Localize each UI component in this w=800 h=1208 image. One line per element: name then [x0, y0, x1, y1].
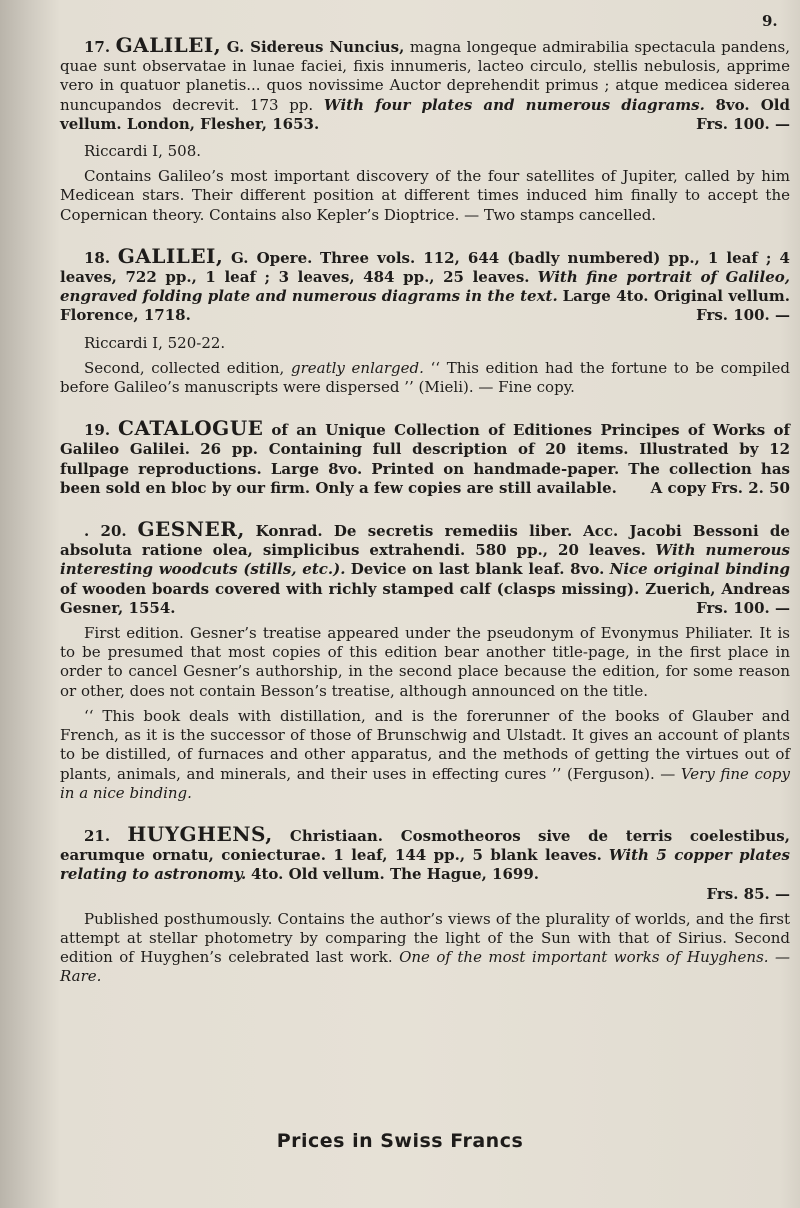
entry-description: sive de terris coelestibus, earumque ornatu, coniecturae. 1 leaf, 144 pp., 5 blank leaves.: [60, 826, 790, 865]
entry-title: G. Sidereus Nuncius,: [226, 38, 405, 56]
entry-author: HUYGHENS,: [127, 821, 273, 846]
entry-description: magna longeque admirabilia spectacula pandens, quae sunt observatae in lunae faciei, fixis innumeris, lacteo circulo, stellis nebulosis, apprime vero in quatuor planetis... quos novissime Auctor deprehendit primus ; atque medicea siderea nuncupandos decrevit. 173 pp.: [60, 38, 790, 114]
entry-illustrations: With fine portrait of Galileo, engraved folding plate and numerous diagrams in the text.: [60, 268, 790, 306]
entry-21: [60, 821, 790, 987]
entry-author: GALILEI,: [117, 243, 224, 268]
page-number: 9.: [762, 12, 778, 30]
entry-note-rest: ‘‘ This edition had the fortune to be compiled before Galileo’s manuscripts were dispersed ’’ (Mieli). — Fine copy.: [60, 358, 790, 397]
entry-price: Frs. 100. —: [696, 114, 790, 133]
entry-number: 19.: [84, 421, 111, 440]
entry-price: Frs. 85. —: [706, 884, 790, 903]
entry-title: G. Opere.: [231, 248, 313, 267]
entry-number: 21.: [84, 826, 111, 845]
entry-note: Second, collected edition,: [84, 358, 285, 377]
entry-quote-italic: Very fine copy in a nice binding.: [60, 764, 790, 802]
entry-citation: Riccardi I, 508.: [84, 142, 202, 161]
entry-note: Published posthumously. Contains the author’s views of the plurality of worlds, and the first attempt at stellar photometry by comparing the light of the Sun with that of Sirius. Second edition of Huyghen’s celebrated last work.: [60, 909, 790, 967]
catalogue-content: [60, 33, 791, 987]
entry-format: Large 4to. Original vellum. Florence, 1718.: [60, 287, 790, 325]
entry-description: Acc. Jacobi Bessoni de absoluta ratione olea, simplicibus extrahendi. 580 pp., 20 leaves.: [60, 522, 790, 560]
entry-format: Device on last blank leaf. 8vo.: [350, 560, 605, 579]
entry-17: [60, 33, 790, 225]
entry-author: CATALOGUE: [118, 416, 264, 441]
entry-price: A copy Frs. 2. 50: [650, 478, 790, 497]
entry-price: Frs. 100. —: [696, 306, 790, 325]
entry-title: Christiaan. Cosmotheoros: [289, 826, 521, 845]
entry-19: [60, 416, 791, 498]
entry-citation: Riccardi I, 520-22.: [84, 333, 226, 352]
entry-title: Konrad. De secretis remediis liber.: [255, 522, 573, 541]
entry-title: of an Unique Collection of Editiones Principes of Works of Galileo Galilei.: [60, 421, 790, 459]
entry-format: 4to. Old vellum. The Hague, 1699.: [251, 865, 540, 884]
entry-20: [60, 517, 790, 803]
entry-18: [60, 243, 790, 397]
entry-binding: Nice original binding: [609, 560, 790, 579]
entry-illustrations: With numerous interesting woodcuts (stills, etc.).: [60, 541, 790, 579]
entry-illustrations: With four plates and numerous diagrams.: [323, 95, 705, 114]
entry-price: Frs. 100. —: [696, 598, 790, 617]
entry-description: 26 pp. Containing full description of 20 items. Illustrated by 12 fullpage reproductions. Large 8vo. Printed on handmade-paper. The collection has been sold en bloc by our firm. Only a few copies are still available.: [60, 440, 791, 497]
entry-author: GESNER,: [137, 517, 245, 542]
entry-number: 18.: [84, 248, 111, 267]
entry-author: GALILEI,: [115, 33, 222, 57]
entry-note-italic: One of the most important works of Huyghens. — Rare.: [60, 948, 790, 986]
entry-illustrations: With 5 copper plates relating to astronomy.: [60, 846, 790, 884]
entry-description: Three vols. 112, 644 (badly numbered) pp., 1 leaf ; 4 leaves, 722 pp., 1 leaf ; 3 leaves, 484 pp., 25 leaves.: [60, 248, 790, 287]
entry-note: Contains Galileo’s most important discovery of the four satellites of Jupiter, called by him Medicean stars. Their different position at different times induced him finally to accept the Copernican theory. Contains also Kepler’s Dioptrice. — Two stamps cancelled.: [60, 167, 790, 224]
entry-note: First edition. Gesner’s treatise appeared under the pseudonym of Evonymus Philiater. It is to be presumed that most copies of this edition bear another title-page, in the first place in order to cancel Gesner’s authorship, in the second place because the edition, for some reason or other, does not contain Besson’s treatise, although announced on the title.: [60, 624, 790, 700]
entry-quote: ‘‘ This book deals with distillation, and is the forerunner of the books of Glauber and French, as it is the successor of those of Brunschwig and Ulstadt. It gives an account of plants to be distilled, of furnaces and other apparatus, and the methods of getting the virtues out of plants, animals, and minerals, and their uses in effecting cures ’’ (Ferguson). —: [60, 706, 790, 783]
footer-currency-note: Prices in Swiss Francs: [276, 1130, 524, 1152]
entry-note-italic: greatly enlarged.: [291, 358, 424, 377]
entry-format: 8vo. Old vellum. London, Flesher, 1653.: [60, 95, 790, 133]
entry-binding-detail: of wooden boards covered with richly stamped calf (clasps missing). Zuerich, Andreas Gesner, 1554.: [60, 579, 790, 617]
entry-number: 17.: [84, 38, 111, 56]
entry-number: . 20.: [84, 522, 127, 541]
